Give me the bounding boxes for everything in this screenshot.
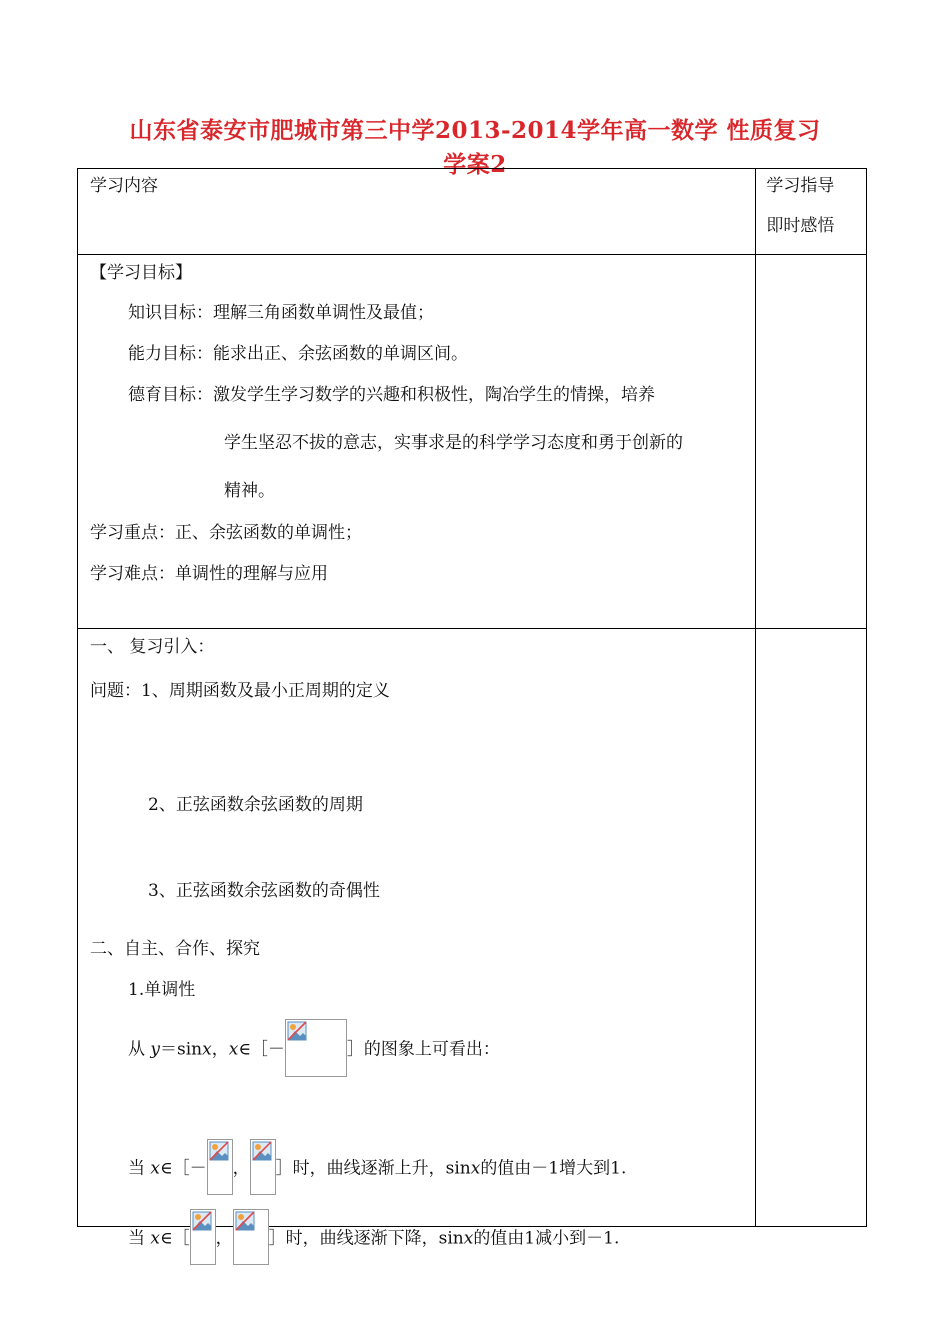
line3-in: ∈［ (160, 1228, 190, 1249)
var-y: y (150, 1039, 161, 1060)
review-heading: 一、 复习引入： (90, 637, 215, 657)
var-x: x (202, 1039, 212, 1060)
line3-comma: ， (215, 1228, 233, 1249)
key-point: 学习重点：正、余弦函数的单调性； (90, 523, 362, 543)
var-x: x (470, 1158, 481, 1179)
line3-prefix: 当 (128, 1228, 151, 1249)
moral-goal-line1: 德育目标：激发学生学习数学的兴趣和积极性，陶冶学生的情操，培养 (128, 385, 655, 405)
line2-suffix-a: ］时，曲线逐渐上升，sin (275, 1158, 471, 1179)
line2-prefix: 当 (128, 1158, 151, 1179)
ability-goal: 能力目标：能求出正、余弦函数的单调区间。 (128, 344, 468, 364)
increasing-line (128, 1141, 626, 1197)
review-side-cell (756, 629, 867, 1227)
question-3: 3、正弦函数余弦函数的奇偶性 (148, 881, 380, 901)
line1-in: ∈［－ (238, 1039, 285, 1060)
side-label-reflection: 即时感悟 (766, 216, 835, 236)
var-x: x (463, 1228, 474, 1249)
sine-graph-line (128, 1021, 500, 1083)
header-content-cell (78, 169, 756, 255)
line3-suffix-a: ］时，曲线逐渐下降，sin (268, 1228, 464, 1249)
line2-in: ∈［－ (160, 1158, 207, 1179)
question-2: 2、正弦函数余弦函数的周期 (148, 795, 363, 815)
goals-side-cell (756, 255, 867, 629)
moral-goal-line2: 学生坚忍不拔的意志，实事求是的科学学习态度和勇于创新的 (224, 433, 683, 453)
goals-heading: 【学习目标】 (90, 263, 192, 283)
var-x: x (150, 1228, 160, 1249)
study-table (77, 168, 867, 1249)
content-label: 学习内容 (90, 176, 158, 196)
var-x: x (150, 1158, 160, 1179)
question-1: 问题：1、周期函数及最小正周期的定义 (90, 681, 390, 701)
var-x: x (228, 1039, 239, 1060)
document-title-line2: 学案2 (443, 151, 507, 178)
moral-goal-line3: 精神。 (224, 481, 275, 501)
line1-eq: ＝sin (160, 1039, 203, 1060)
document-title-line1: 山东省泰安市肥城市第三中学2013-2014学年高一数学 性质复习 (129, 117, 821, 144)
line2-comma: ， (232, 1158, 250, 1179)
line1-prefix: 从 (128, 1039, 151, 1060)
monotonicity-subheading: 1.单调性 (128, 980, 196, 1000)
line1-mid: ， (211, 1039, 229, 1060)
explore-heading: 二、自主、合作、探究 (90, 939, 260, 959)
knowledge-goal: 知识目标：理解三角函数单调性及最值； (128, 303, 434, 323)
review-cell (78, 629, 756, 1249)
header-side-cell (756, 169, 867, 255)
line2-suffix-b: 的值由－1增大到1. (480, 1158, 627, 1179)
side-label-guide: 学习指导 (766, 176, 835, 196)
broken-image-icon (250, 1139, 276, 1195)
goals-cell (78, 255, 756, 629)
line3-suffix-b: 的值由1减小到－1. (473, 1228, 620, 1249)
decreasing-line (128, 1211, 619, 1267)
broken-image-icon (233, 1209, 269, 1265)
broken-image-icon (190, 1209, 216, 1265)
line1-suffix: ］的图象上可看出： (346, 1039, 500, 1060)
broken-image-icon (285, 1019, 347, 1077)
broken-image-icon (207, 1139, 233, 1195)
difficulty: 学习难点：单调性的理解与应用 (90, 564, 328, 584)
